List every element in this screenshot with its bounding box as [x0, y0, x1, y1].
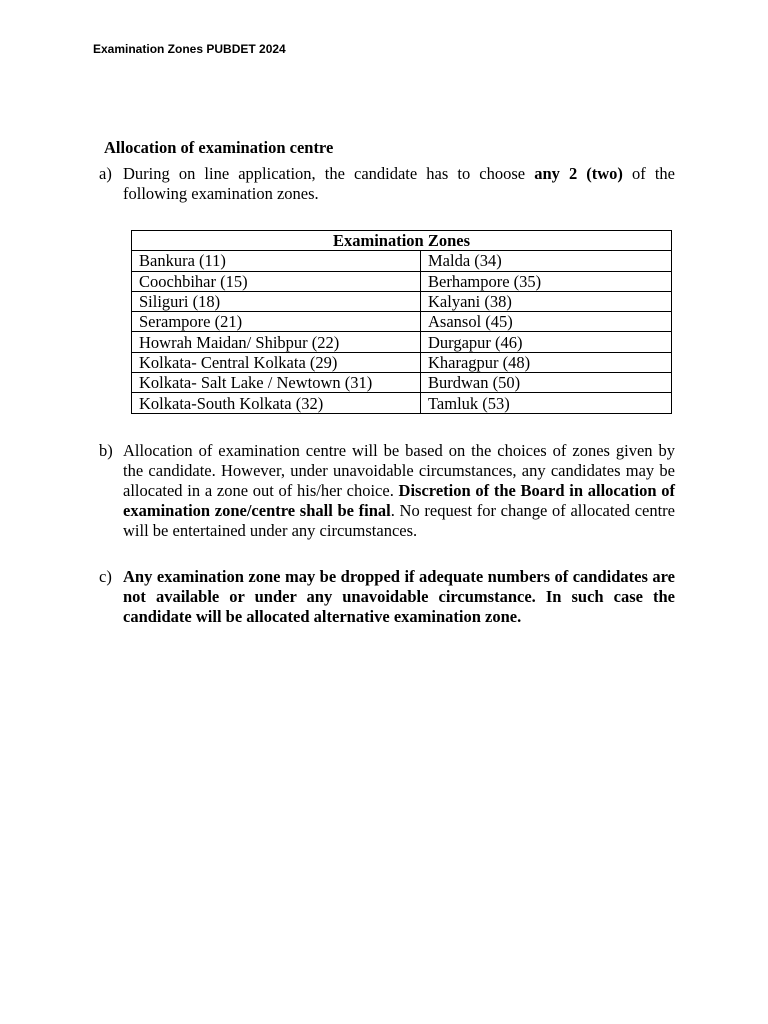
table-row [132, 352, 672, 372]
table-body [132, 251, 672, 413]
item-b-text-1: Allocation of examination centre will be based on the choices of zones given by the candidate. However, under unavoidable circumstances, any candidates may be allocated in a zone out of his/her choice. [123, 441, 675, 500]
zone-cell-left: Coochbihar (15) [132, 271, 421, 291]
item-a-marker: a) [99, 164, 112, 183]
item-c [99, 567, 675, 627]
table-title: Examination Zones [132, 231, 672, 251]
item-c-marker: c) [99, 567, 112, 586]
zone-cell-right: Kalyani (38) [421, 291, 672, 311]
item-b-body [123, 441, 675, 541]
table-row [132, 251, 672, 271]
item-b-bold: Discretion of the Board in allocation of examination zone/centre shall be final [123, 481, 675, 520]
zone-cell-left: Siliguri (18) [132, 291, 421, 311]
zone-cell-left: Bankura (11) [132, 251, 421, 271]
table-row [132, 332, 672, 352]
zone-cell-left: Howrah Maidan/ Shibpur (22) [132, 332, 421, 352]
zone-cell-right: Berhampore (35) [421, 271, 672, 291]
page-header: Examination Zones PUBDET 2024 [93, 42, 286, 56]
table-row [132, 271, 672, 291]
zone-cell-right: Burdwan (50) [421, 373, 672, 393]
zone-cell-right: Tamluk (53) [421, 393, 672, 413]
item-a-text-2: of the following examination zones. [123, 164, 676, 203]
table-row [132, 373, 672, 393]
zone-cell-left: Serampore (21) [132, 312, 421, 332]
section-title: Allocation of examination centre [104, 138, 334, 157]
examination-zones-table [131, 230, 672, 414]
item-a-body [123, 164, 675, 204]
zone-cell-left: Kolkata-South Kolkata (32) [132, 393, 421, 413]
item-a [99, 164, 675, 204]
table-header-row [132, 231, 672, 251]
zone-cell-right: Kharagpur (48) [421, 352, 672, 372]
item-c-body: Any examination zone may be dropped if adequate numbers of candidates are not available or under any unavoidable circumstance. In such case the candidate will be allocated alternative examination zone. [123, 567, 675, 626]
table-row [132, 291, 672, 311]
table-row [132, 312, 672, 332]
item-b-marker: b) [99, 441, 113, 460]
table-row [132, 393, 672, 413]
item-b-text-2: . No request for change of allocated centre will be entertained under any circumstances. [123, 501, 676, 540]
zone-cell-right: Durgapur (46) [421, 332, 672, 352]
item-a-text-1: During on line application, the candidate has to choose [123, 164, 535, 183]
zone-cell-right: Malda (34) [421, 251, 672, 271]
item-b [99, 441, 675, 541]
zone-cell-left: Kolkata- Salt Lake / Newtown (31) [132, 373, 421, 393]
zone-cell-right: Asansol (45) [421, 312, 672, 332]
item-a-bold: any 2 (two) [534, 164, 623, 183]
zone-cell-left: Kolkata- Central Kolkata (29) [132, 352, 421, 372]
